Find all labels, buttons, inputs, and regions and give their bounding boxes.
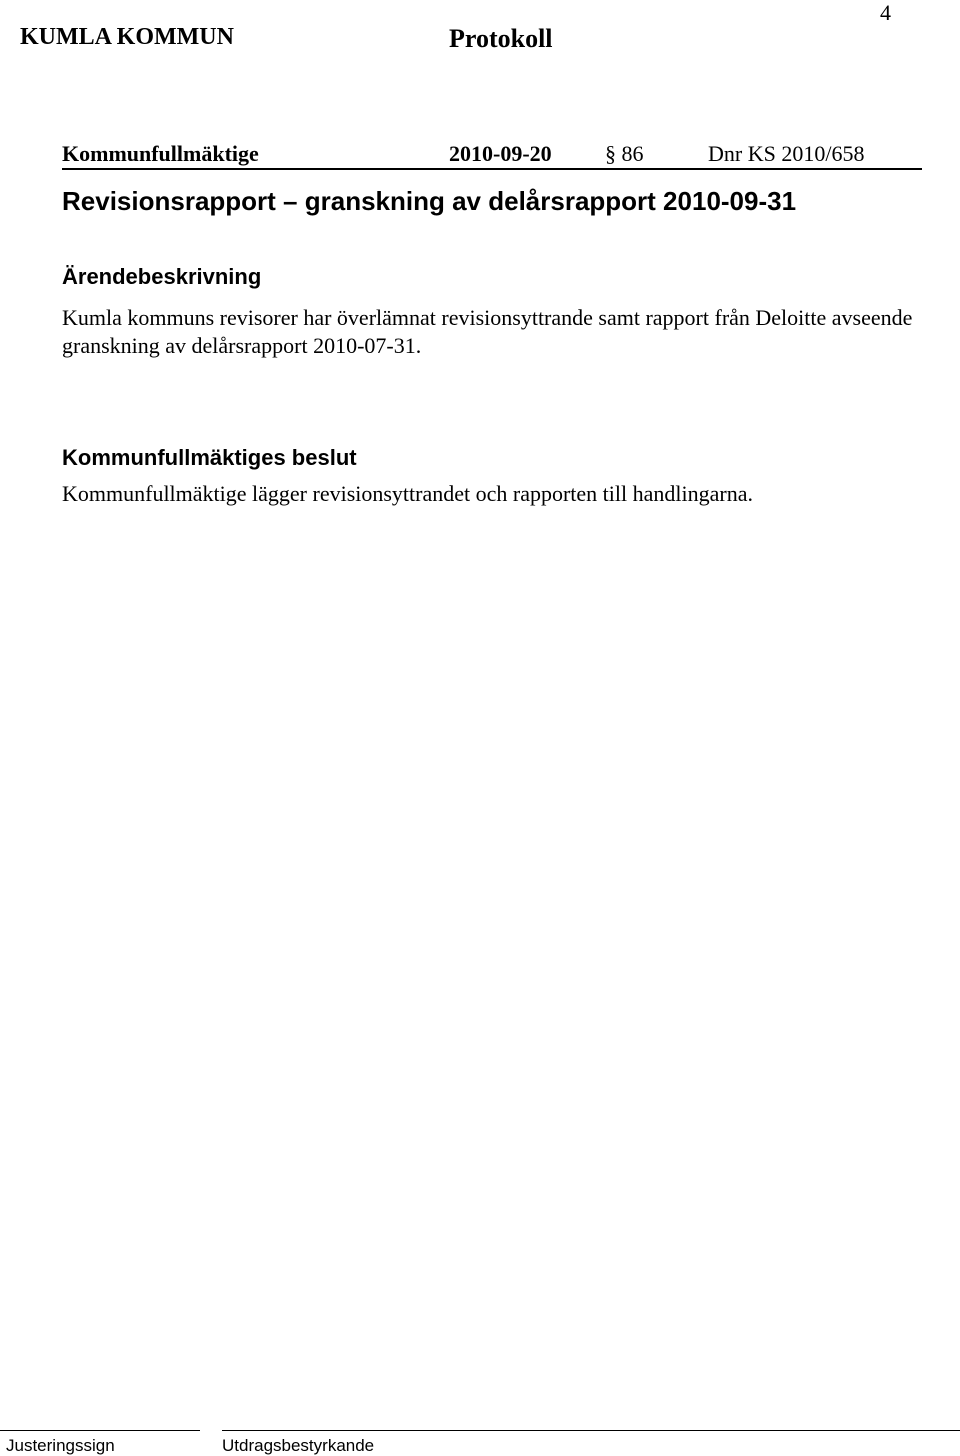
- section-text-decision: Kommunfullmäktige lägger revisionsyttrandet och rapporten till handlingarna.: [62, 481, 753, 506]
- page-number: 4: [880, 0, 891, 25]
- section-text-description: Kumla kommuns revisorer har överlämnat revisionsyttrande samt rapport från Deloitte avseende granskning av delårsrapport 2010-07-31.: [62, 305, 913, 358]
- diary-number: Dnr KS 2010/658: [708, 141, 865, 166]
- paragraph-number: § 86: [605, 141, 644, 166]
- meeting-date: 2010-09-20: [449, 141, 552, 166]
- footer-initials-label: Justeringssign: [6, 1436, 115, 1455]
- header-divider: [62, 168, 922, 170]
- footer-certification-label: Utdragsbestyrkande: [222, 1436, 375, 1455]
- section-heading-description: Ärendebeskrivning: [62, 264, 262, 289]
- organization-name: KUMLA KOMMUN: [20, 24, 234, 50]
- document-type: Protokoll: [449, 24, 553, 53]
- footer-divider-gap: [200, 1428, 222, 1432]
- page-title: Revisionsrapport – granskning av delårsrapport 2010-09-31: [62, 186, 797, 216]
- section-heading-decision: Kommunfullmäktiges beslut: [62, 445, 357, 470]
- meeting-body: Kommunfullmäktige: [62, 141, 259, 166]
- footer-divider: [0, 1430, 960, 1431]
